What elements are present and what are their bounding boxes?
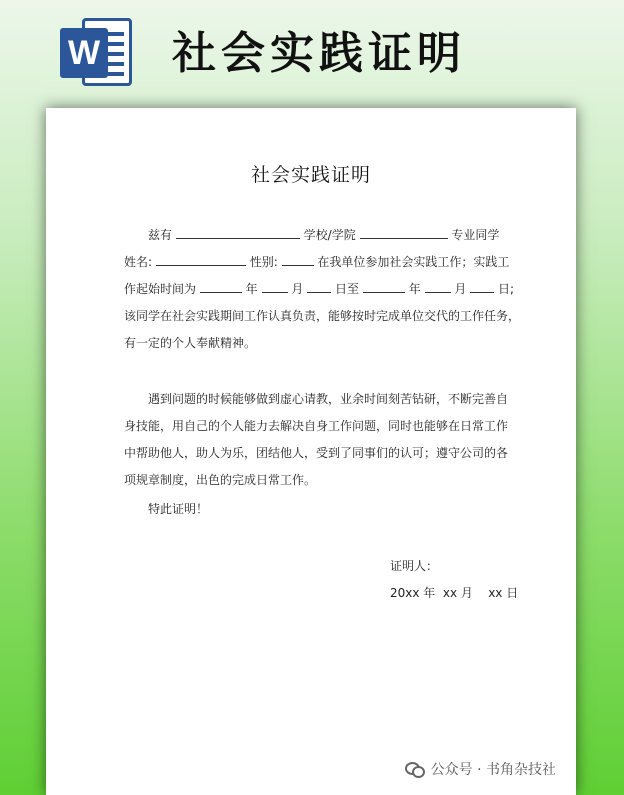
word-icon	[60, 18, 135, 88]
text: 作起始时间为	[124, 282, 197, 296]
text: 年	[245, 282, 258, 296]
text: 兹有	[148, 228, 173, 242]
banner	[0, 0, 624, 100]
signer-label: 证明人：	[390, 559, 439, 573]
text: 性别:	[249, 255, 278, 269]
blank-gender	[282, 253, 314, 266]
closing-text: 特此证明！	[148, 502, 209, 516]
paragraph-2-line-4: 项规章制度，出色的完成日常工作。	[124, 473, 317, 487]
text: 姓名:	[124, 255, 153, 269]
blank-major	[360, 226, 448, 239]
text: 专业同学	[451, 228, 500, 242]
text: 月	[291, 282, 304, 296]
text: 日至	[335, 282, 360, 296]
watermark-text: 公众号 · 书角杂技社	[430, 762, 556, 778]
date-line: 20xx 年 xx 月 xx 日	[390, 586, 519, 600]
blank-end-day	[470, 280, 494, 293]
paragraph-2-line-1: 遇到问题的时候能够做到虚心请教，业余时间刻苦钻研，不断完善自	[148, 392, 509, 406]
document-title: 社会实践证明	[250, 164, 371, 186]
blank-name	[156, 253, 246, 266]
watermark	[405, 759, 556, 779]
paragraph-1-line-2	[124, 253, 509, 271]
blank-end-year	[363, 280, 405, 293]
paragraph-1-line-3	[124, 280, 514, 298]
banner-title: 社会实践证明	[172, 28, 466, 79]
blank-school	[176, 226, 300, 239]
text: 月	[454, 282, 467, 296]
text: 在我单位参加社会实践工作；实践工	[317, 255, 510, 269]
paragraph-2-line-2: 身技能，用自己的个人能力去解决自身工作问题，同时也能够在日常工作	[124, 419, 509, 433]
paragraph-2-line-3: 中帮助他人，助人为乐，团结他人，受到了同事们的认可；遵守公司的各	[124, 446, 509, 460]
blank-end-month	[425, 280, 451, 293]
word-badge-letter: W	[60, 28, 108, 78]
text: 年	[408, 282, 421, 296]
blank-start-month	[262, 280, 288, 293]
blank-start-year	[200, 280, 242, 293]
paragraph-1-line-5: 有一定的个人奉献精神。	[124, 336, 257, 350]
document-page	[46, 108, 576, 795]
text: 日;	[498, 282, 515, 296]
paragraph-1-line-1	[148, 226, 499, 244]
text: 学校/学院	[303, 228, 356, 242]
blank-start-day	[307, 280, 331, 293]
paragraph-1-line-4: 该同学在社会实践期间工作认真负责，能够按时完成单位交代的工作任务，	[124, 309, 521, 323]
chat-icon	[405, 762, 425, 776]
